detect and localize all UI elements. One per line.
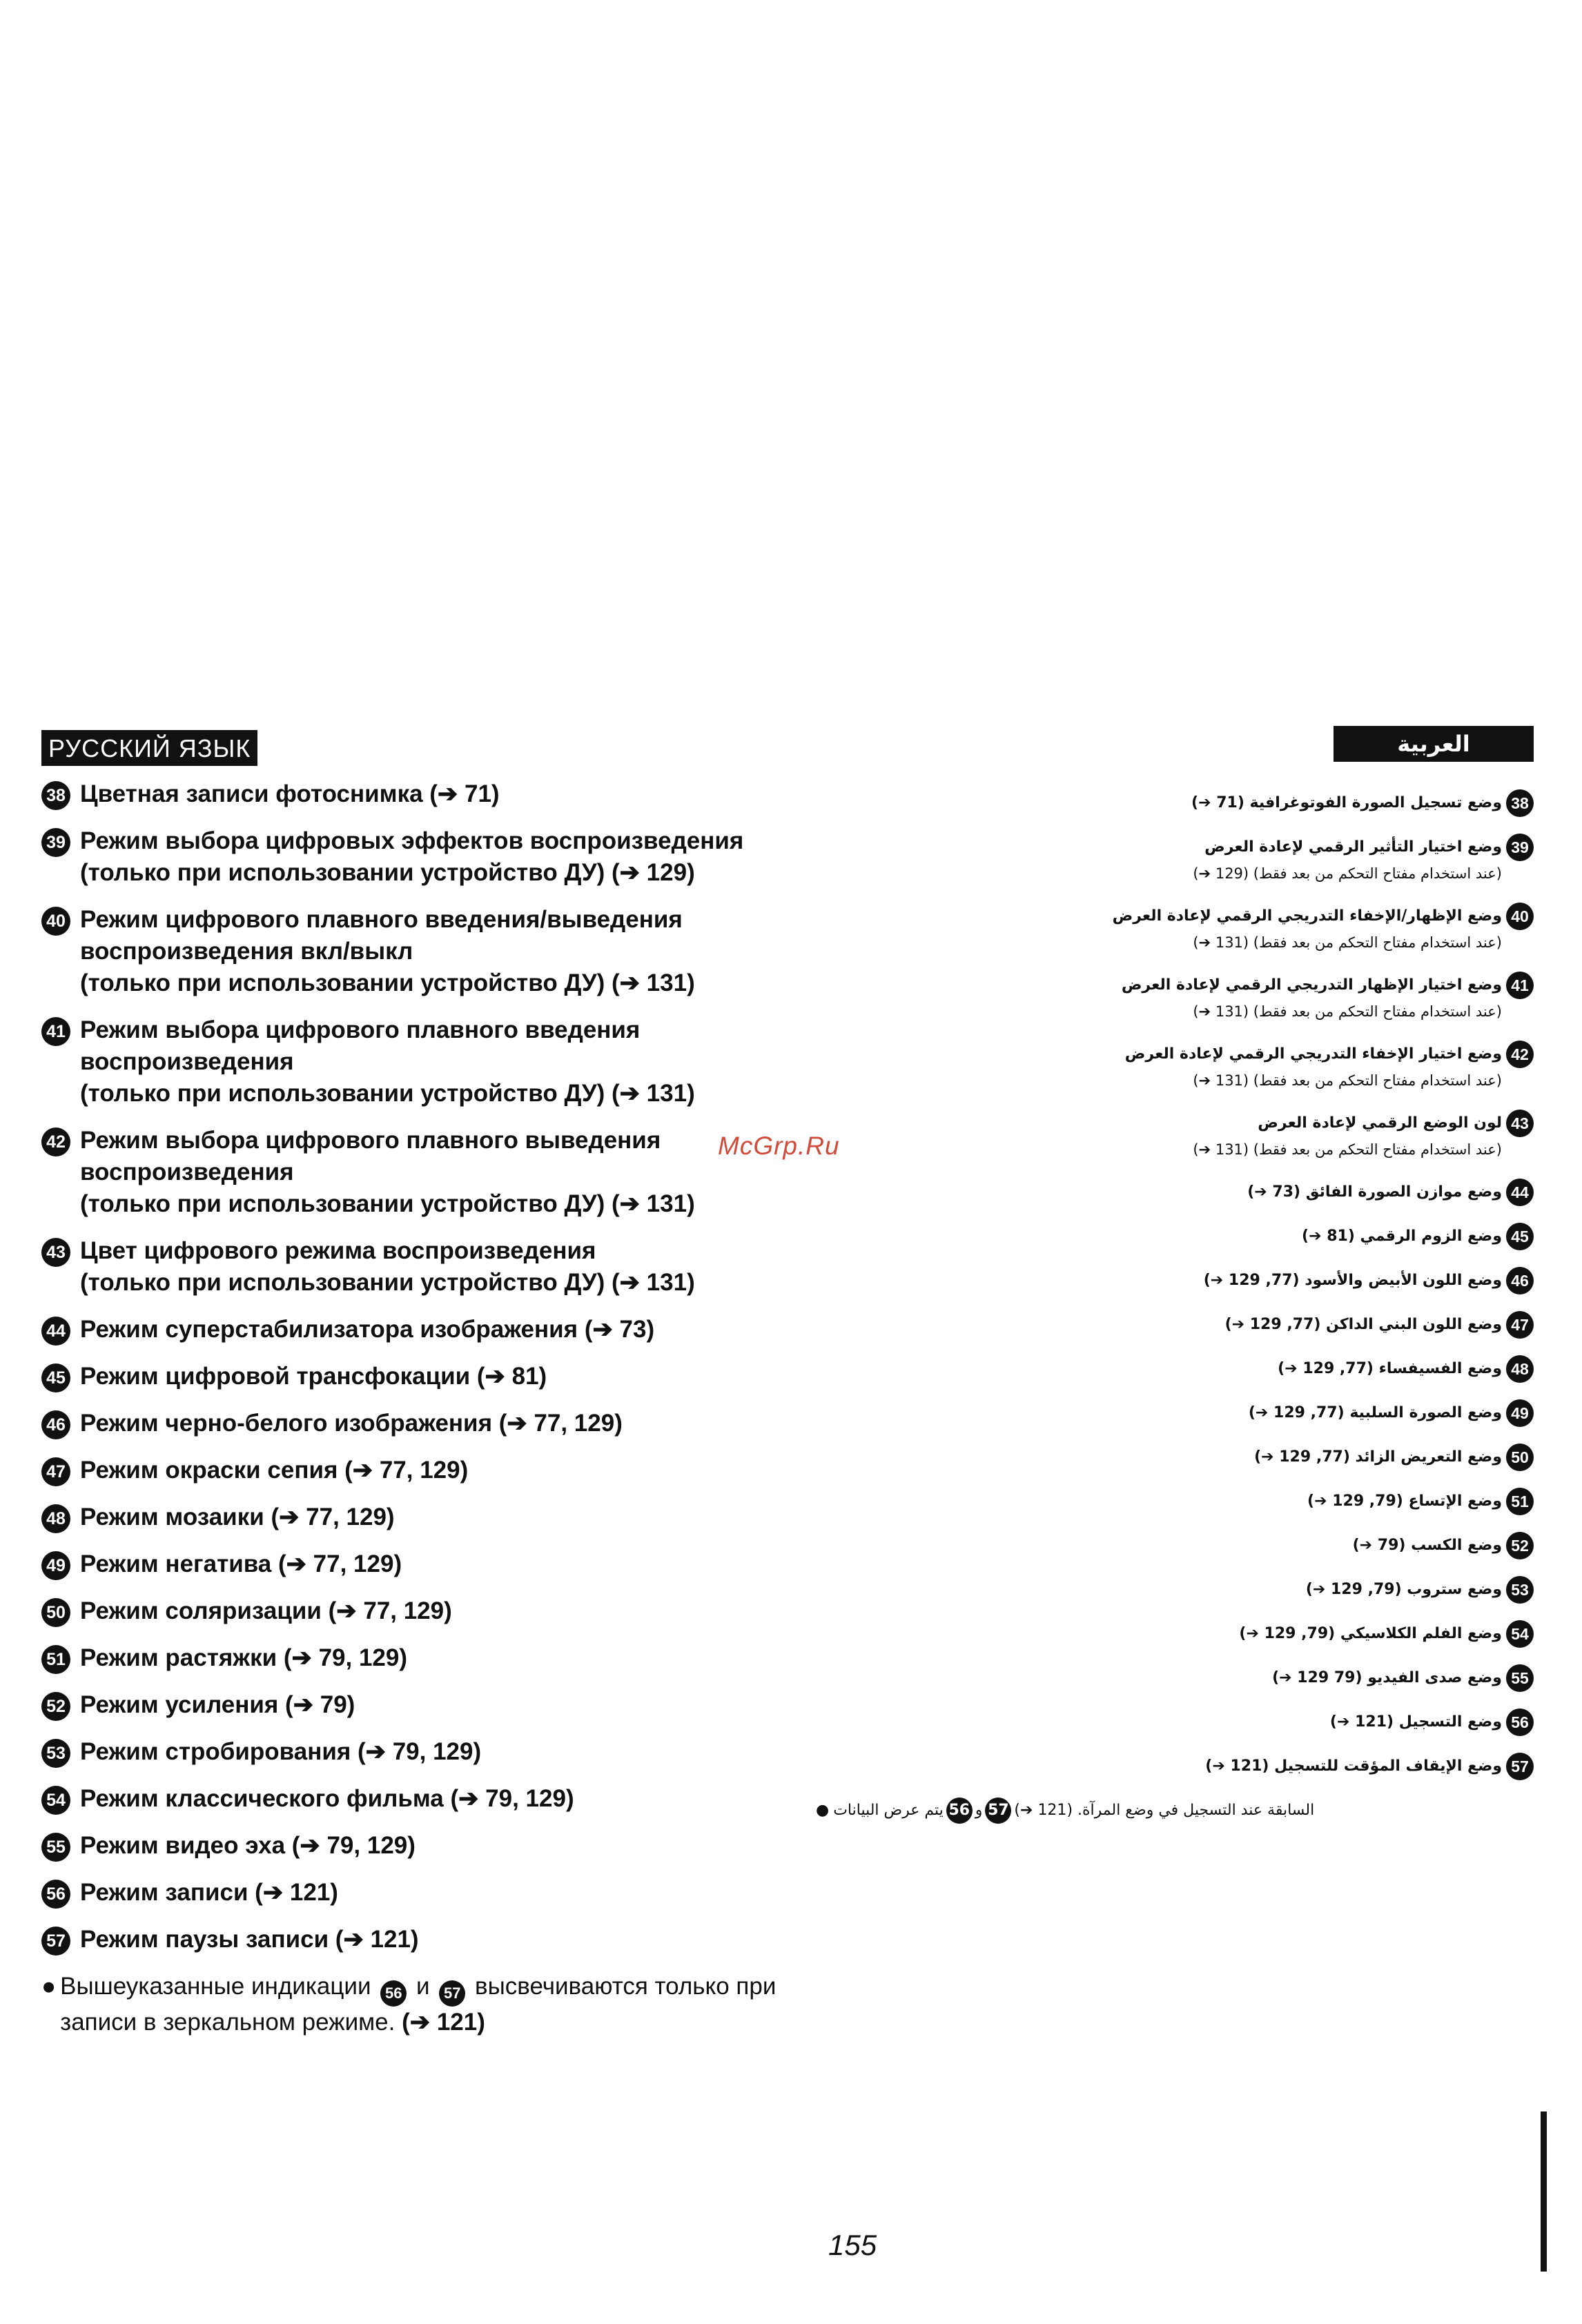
russian-item-line: воспроизведения вкл/выкл xyxy=(80,938,413,965)
russian-item-line: Режим окраски сепия (➔ 77, 129) xyxy=(80,1457,469,1484)
number-badge: 46 xyxy=(1506,1267,1534,1294)
number-badge: 41 xyxy=(1506,972,1534,999)
number-badge: 56 xyxy=(946,1798,973,1824)
number-badge: 45 xyxy=(41,1363,70,1392)
russian-list-item xyxy=(41,1595,883,1627)
number-badge: 45 xyxy=(1506,1223,1534,1250)
number-badge: 41 xyxy=(41,1017,70,1046)
russian-item-text xyxy=(80,1689,355,1721)
arabic-list-item xyxy=(816,1179,1534,1206)
arabic-item-subtitle: (عند استخدام مفتاح التحكم من بعد فقط) (131 ➔) xyxy=(1193,1003,1502,1020)
russian-column xyxy=(41,730,883,2038)
arabic-list-item xyxy=(816,1708,1534,1736)
arabic-list-item xyxy=(816,1576,1534,1604)
arabic-list-item xyxy=(816,1267,1534,1294)
russian-list-item xyxy=(41,825,883,889)
arabic-item-title: وضع الفلم الكلاسيكي (79, 129 ➔) xyxy=(1239,1625,1502,1642)
arabic-item-text xyxy=(1307,1488,1502,1515)
arabic-item-text xyxy=(1193,834,1502,886)
arabic-item-title: وضع موازن الصورة الفائق (73 ➔) xyxy=(1247,1183,1502,1201)
russian-item-line: (только при использовании устройство ДУ) (➔ 131) xyxy=(80,1080,695,1107)
russian-item-line: Режим цифрового плавного введения/выведения xyxy=(80,906,683,933)
arabic-item-title: وضع الكسب (79 ➔) xyxy=(1352,1537,1502,1554)
number-badge: 48 xyxy=(1506,1355,1534,1383)
russian-item-line: (только при использовании устройство ДУ) (➔ 129) xyxy=(80,859,695,886)
number-badge: 50 xyxy=(1506,1444,1534,1471)
russian-item-line: Режим выбора цифровых эффектов воспроизведения xyxy=(80,827,744,854)
russian-item-line: воспроизведения xyxy=(80,1048,294,1075)
russian-item-text xyxy=(80,1361,547,1392)
russian-list-item xyxy=(41,1924,883,1956)
russian-item-text xyxy=(80,1783,574,1815)
arabic-note: ● يتم عرض البيانات 56 و 57 السابقة عند التسجيل في وضع المرآة. (121 ➔) xyxy=(816,1797,1534,1824)
arabic-item-text xyxy=(1278,1355,1502,1383)
russian-item-line: Режим выбора цифрового плавного введения xyxy=(80,1016,641,1043)
arabic-item-text xyxy=(1249,1399,1502,1427)
arabic-list-item xyxy=(816,1311,1534,1339)
number-badge: 47 xyxy=(41,1457,70,1486)
arabic-item-text xyxy=(1239,1620,1502,1648)
edge-marker-bar xyxy=(1541,2111,1547,2272)
arabic-item-title: وضع الفسيفساء (77, 129 ➔) xyxy=(1278,1360,1502,1377)
arabic-item-subtitle: (عند استخدام مفتاح التحكم من بعد فقط) (129 ➔) xyxy=(1193,865,1502,882)
russian-list-item xyxy=(41,1783,883,1815)
russian-item-text xyxy=(80,778,500,810)
arabic-list-item xyxy=(816,1753,1534,1780)
russian-item-text xyxy=(80,1830,416,1862)
russian-item-text xyxy=(80,1877,338,1909)
number-badge: 51 xyxy=(1506,1488,1534,1515)
russian-item-text xyxy=(80,825,743,889)
arabic-item-text xyxy=(1302,1223,1502,1250)
russian-item-line: Режим негатива (➔ 77, 129) xyxy=(80,1550,402,1577)
number-badge: 48 xyxy=(41,1504,70,1533)
russian-item-line: Режим соляризации (➔ 77, 129) xyxy=(80,1597,452,1624)
arabic-item-title: وضع اختيار الإظهار التدريجي الرقمي لإعادة العرض xyxy=(1121,976,1502,994)
russian-item-text xyxy=(80,1501,395,1533)
russian-item-line: Режим черно-белого изображения (➔ 77, 129) xyxy=(80,1410,623,1437)
arabic-item-title: وضع اختيار التأثير الرقمي لإعادة العرض xyxy=(1204,838,1502,856)
number-badge: 40 xyxy=(41,907,70,936)
arabic-section-header: العربية xyxy=(1334,726,1534,762)
number-badge: 56 xyxy=(41,1880,70,1909)
russian-note xyxy=(41,1971,883,2038)
number-badge: 53 xyxy=(41,1739,70,1768)
arabic-item-text xyxy=(1193,1110,1502,1162)
arabic-item-title: وضع التسجيل (121 ➔) xyxy=(1329,1713,1502,1731)
arabic-item-text xyxy=(1205,1753,1502,1780)
watermark-text: McGrp.Ru xyxy=(718,1132,840,1160)
bullet-icon: ● xyxy=(816,1802,830,1819)
arabic-item-text xyxy=(1247,1179,1502,1206)
russian-list-item xyxy=(41,1830,883,1862)
number-badge: 44 xyxy=(1506,1179,1534,1206)
arabic-list-item xyxy=(816,1110,1534,1162)
russian-list-item xyxy=(41,1689,883,1721)
russian-item-text xyxy=(80,1014,695,1110)
russian-list-item xyxy=(41,778,883,810)
arabic-item-title: لون الوضع الرقمي لإعادة العرض xyxy=(1258,1114,1502,1132)
number-badge: 57 xyxy=(41,1927,70,1956)
number-badge: 43 xyxy=(1506,1110,1534,1137)
russian-list-item xyxy=(41,1235,883,1299)
arabic-item-title: وضع اختيار الإخفاء التدريجي الرقمي لإعادة العرض xyxy=(1124,1045,1502,1063)
arabic-list-item xyxy=(816,789,1534,817)
number-badge: 57 xyxy=(1506,1753,1534,1780)
arabic-list-item xyxy=(816,1355,1534,1383)
russian-item-line: Режим видео эха (➔ 79, 129) xyxy=(80,1832,416,1859)
arabic-item-title: وضع تسجيل الصورة الفوتوغرافية (71 ➔) xyxy=(1191,794,1502,811)
arabic-list-item xyxy=(816,1223,1534,1250)
russian-list-item xyxy=(41,1642,883,1674)
arabic-item-text xyxy=(1353,1532,1502,1559)
arabic-item-subtitle: (عند استخدام مفتاح التحكم من بعد فقط) (131 ➔) xyxy=(1193,1072,1502,1089)
arabic-list-item xyxy=(816,834,1534,886)
number-badge: 47 xyxy=(1506,1311,1534,1339)
arabic-item-text xyxy=(1122,972,1502,1024)
number-badge: 50 xyxy=(41,1598,70,1627)
arabic-item-title: وضع ستروب (79, 129 ➔) xyxy=(1305,1581,1502,1598)
russian-item-line: Режим суперстабилизатора изображения (➔ 73) xyxy=(80,1316,655,1343)
arabic-item-text xyxy=(1113,903,1502,955)
russian-list-item xyxy=(41,1314,883,1346)
arabic-list-item xyxy=(816,972,1534,1024)
arabic-item-subtitle: (عند استخدام مفتاح التحكم من بعد فقط) (131 ➔) xyxy=(1193,934,1502,951)
russian-item-text xyxy=(80,1924,419,1956)
russian-item-text xyxy=(80,1314,654,1346)
russian-item-list xyxy=(41,778,883,1956)
number-badge: 39 xyxy=(41,828,70,857)
russian-item-line: Цвет цифрового режима воспроизведения xyxy=(80,1237,596,1264)
arabic-list-item xyxy=(816,1488,1534,1515)
russian-item-text xyxy=(80,1235,695,1299)
number-badge: 51 xyxy=(41,1645,70,1674)
number-badge: 55 xyxy=(41,1833,70,1862)
russian-list-item xyxy=(41,1548,883,1580)
arabic-list-item xyxy=(816,1399,1534,1427)
russian-item-line: Режим выбора цифрового плавного выведения xyxy=(80,1127,661,1154)
number-badge: 53 xyxy=(1506,1576,1534,1604)
arabic-item-title: وضع اللون الأبيض والأسود (77, 129 ➔) xyxy=(1203,1272,1502,1289)
arabic-list-item xyxy=(816,903,1534,955)
bullet-icon: ● xyxy=(41,1973,57,2000)
arabic-item-list xyxy=(816,789,1534,1824)
russian-item-text xyxy=(80,1455,468,1486)
arabic-item-title: وضع الزوم الرقمي (81 ➔) xyxy=(1302,1228,1502,1245)
arabic-item-text xyxy=(1225,1311,1502,1339)
russian-item-text xyxy=(80,1595,452,1627)
russian-item-line: Режим усиления (➔ 79) xyxy=(80,1691,355,1718)
russian-item-line: воспроизведения xyxy=(80,1159,294,1185)
russian-item-line: Режим мозаики (➔ 77, 129) xyxy=(80,1504,395,1530)
russian-list-item xyxy=(41,904,883,999)
arabic-item-text xyxy=(1306,1576,1502,1604)
number-badge: 42 xyxy=(41,1127,70,1156)
arabic-list-item xyxy=(816,1041,1534,1093)
arabic-item-title: وضع الإظهار/الإخفاء التدريجي الرقمي لإعادة العرض xyxy=(1112,907,1502,925)
russian-item-line: Режим записи (➔ 121) xyxy=(80,1879,338,1906)
arabic-list-item xyxy=(816,1664,1534,1692)
arabic-list-item xyxy=(816,1532,1534,1559)
arabic-item-text xyxy=(1272,1664,1502,1692)
number-badge: 52 xyxy=(41,1692,70,1721)
number-badge: 46 xyxy=(41,1410,70,1439)
russian-item-text xyxy=(80,1642,407,1674)
arabic-item-text xyxy=(1125,1041,1502,1093)
russian-item-text xyxy=(80,1408,623,1439)
number-badge: 49 xyxy=(1506,1399,1534,1427)
russian-item-line: (только при использовании устройство ДУ) (➔ 131) xyxy=(80,969,695,996)
number-badge: 43 xyxy=(41,1238,70,1267)
russian-list-item xyxy=(41,1014,883,1110)
russian-item-text xyxy=(80,1548,402,1580)
russian-item-line: Цветная записи фотоснимка (➔ 71) xyxy=(80,780,500,807)
number-badge: 56 xyxy=(1506,1708,1534,1736)
number-badge: 39 xyxy=(1506,834,1534,861)
number-badge: 57 xyxy=(985,1798,1011,1824)
russian-list-item xyxy=(41,1736,883,1768)
russian-section-header: РУССКИЙ ЯЗЫК xyxy=(41,730,257,766)
russian-item-line: Режим паузы записи (➔ 121) xyxy=(80,1926,419,1953)
russian-list-item xyxy=(41,1408,883,1439)
arabic-list-item xyxy=(816,1620,1534,1648)
arabic-item-title: وضع اللون البني الداكن (77, 129 ➔) xyxy=(1224,1316,1502,1333)
number-badge: 52 xyxy=(1506,1532,1534,1559)
arabic-item-text xyxy=(1191,789,1502,817)
russian-item-line: Режим растяжки (➔ 79, 129) xyxy=(80,1644,408,1671)
number-badge: 42 xyxy=(1506,1041,1534,1068)
russian-item-line: Режим цифровой трансфокации (➔ 81) xyxy=(80,1363,547,1390)
arabic-item-title: وضع صدى الفيديو (79 129 ➔) xyxy=(1272,1669,1502,1686)
number-badge: 56 xyxy=(380,1980,407,2007)
number-badge: 54 xyxy=(1506,1620,1534,1648)
arabic-item-text xyxy=(1330,1708,1502,1736)
russian-list-item xyxy=(41,1455,883,1486)
russian-item-line: Режим стробирования (➔ 79, 129) xyxy=(80,1738,482,1765)
russian-list-item xyxy=(41,1877,883,1909)
arabic-item-title: وضع الإيقاف المؤقت للتسجيل (121 ➔) xyxy=(1205,1757,1502,1775)
russian-item-line: (только при использовании устройство ДУ) (➔ 131) xyxy=(80,1269,695,1296)
number-badge: 44 xyxy=(41,1317,70,1346)
number-badge: 57 xyxy=(439,1980,465,2007)
arabic-item-title: وضع الإتساع (79, 129 ➔) xyxy=(1307,1493,1502,1510)
number-badge: 38 xyxy=(1506,789,1534,817)
number-badge: 54 xyxy=(41,1786,70,1815)
page-number: 155 xyxy=(828,2229,877,2261)
arabic-list-item xyxy=(816,1444,1534,1471)
russian-item-text xyxy=(80,1736,481,1768)
russian-item-text xyxy=(80,904,695,999)
arabic-item-title: وضع الصورة السلبية (77, 129 ➔) xyxy=(1248,1404,1502,1421)
russian-list-item xyxy=(41,1501,883,1533)
arabic-item-subtitle: (عند استخدام مفتاح التحكم من بعد فقط) (131 ➔) xyxy=(1193,1141,1502,1158)
arabic-item-title: وضع التعريض الزائد (77, 129 ➔) xyxy=(1254,1448,1502,1466)
number-badge: 55 xyxy=(1506,1664,1534,1692)
russian-item-line: Режим классического фильма (➔ 79, 129) xyxy=(80,1785,574,1812)
arabic-item-text xyxy=(1254,1444,1502,1471)
russian-note-text: Вышеуказанные индикации 56 и 57 высвечиваются только при записи в зеркальном режиме. (➔ 121) xyxy=(60,1973,777,2036)
number-badge: 49 xyxy=(41,1551,70,1580)
russian-item-text xyxy=(80,1125,695,1220)
number-badge: 40 xyxy=(1506,903,1534,930)
number-badge: 38 xyxy=(41,781,70,810)
russian-item-line: (только при использовании устройство ДУ) (➔ 131) xyxy=(80,1190,695,1217)
russian-list-item xyxy=(41,1361,883,1392)
arabic-item-text xyxy=(1204,1267,1502,1294)
